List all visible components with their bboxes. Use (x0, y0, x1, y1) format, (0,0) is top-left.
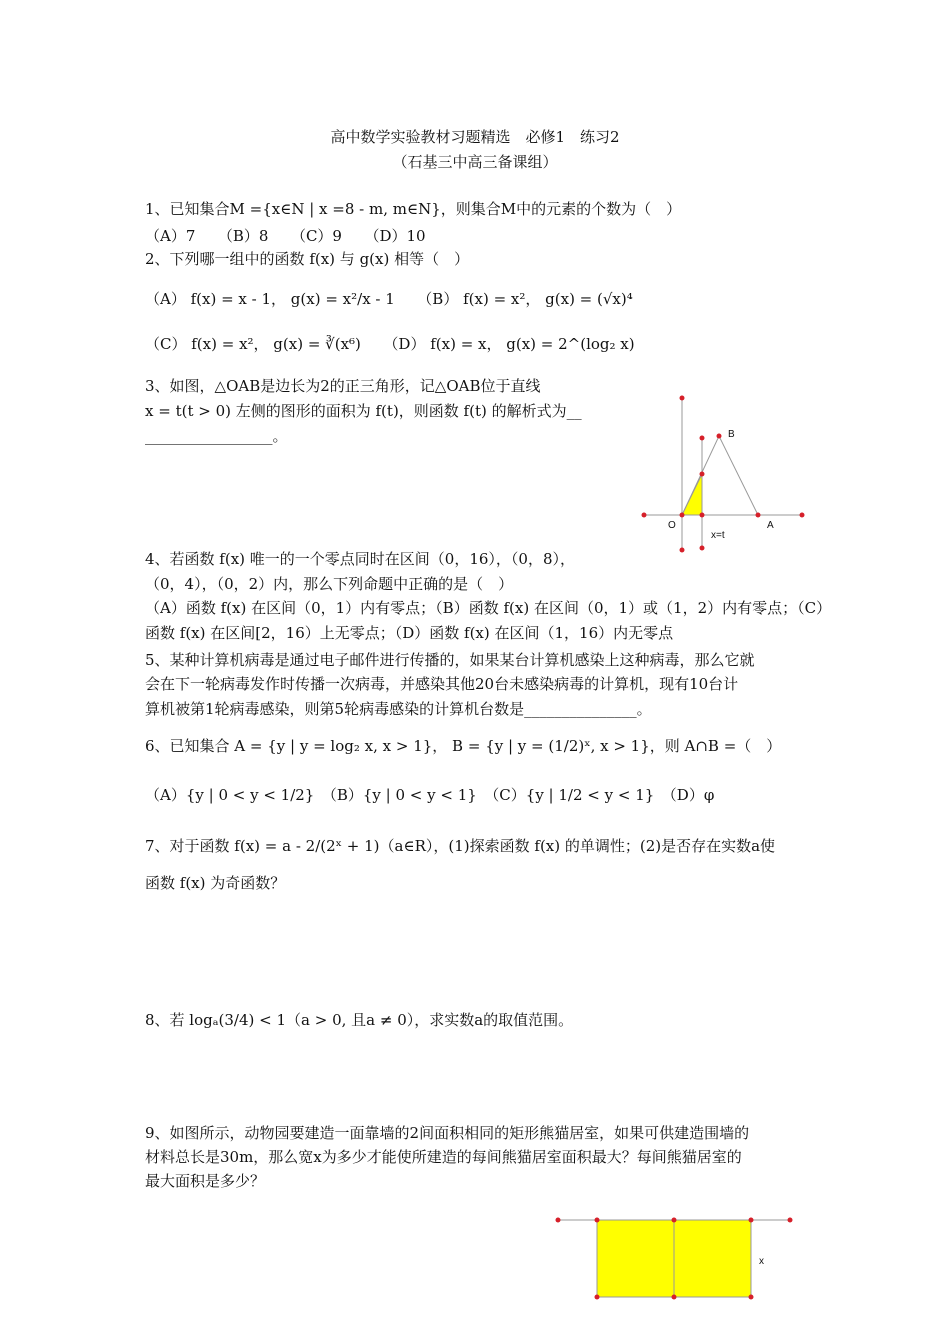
triangle-figure (638, 390, 808, 560)
q9-line-2: 材料总长是30m，那么宽x为多少才能使所建造的每间熊猫居室面积最大？每间熊猫居室的 (145, 1148, 742, 1166)
room-left (597, 1220, 674, 1297)
point (680, 548, 685, 553)
triangle-points (642, 396, 805, 553)
q2-options-cd: （C） f(x) = x²， g(x) = ∛(x⁶) （D） f(x) = x， g(x) = 2^(log₂ x) (145, 335, 635, 353)
point (700, 436, 705, 441)
q5-line-3: 算机被第1轮病毒感染，则第5轮病毒感染的计算机台数是_______________。 (145, 700, 652, 718)
point (672, 1295, 677, 1300)
q9-line-1: 9、如图所示，动物园要建造一面靠墙的2间面积相同的矩形熊猫居室，如果可供建造围墙的 (145, 1124, 750, 1142)
point (595, 1218, 600, 1223)
q8-stem: 8、若 logₐ(3/4) < 1（a > 0, 且a ≠ 0），求实数a的取值范围。 (145, 1011, 574, 1029)
point (749, 1295, 754, 1300)
q5-line-1: 5、某种计算机病毒是通过电子邮件进行传播的，如果某台计算机感染上这种病毒，那么它就 (145, 651, 755, 669)
point (642, 513, 647, 518)
q4-line-1: 4、若函数 f(x) 唯一的一个零点同时在区间（0，16），（0，8）， (145, 550, 576, 568)
point (788, 1218, 793, 1223)
point (680, 396, 685, 401)
point (672, 1218, 677, 1223)
q7-line-1: 7、对于函数 f(x) = a - 2/(2ˣ + 1)（a∈R），(1)探索函数 f(x) 的单调性；(2)是否存在实数a使 (145, 837, 776, 855)
q2-stem: 2、下列哪一组中的函数 f(x) 与 g(x) 相等（ ） (145, 250, 470, 268)
q1-stem: 1、已知集合M ={x∈N | x =8 - m, m∈N}，则集合M中的元素的个数为（ ） (145, 200, 682, 218)
point (556, 1218, 561, 1223)
q3-line-2: x = t(t > 0) 左侧的图形的面积为 f(t)，则函数 f(t) 的解析式为__ (145, 402, 582, 420)
label-width-x: x (759, 1256, 764, 1267)
label-x-equals-t: x=t (711, 530, 725, 541)
point-o (680, 513, 685, 518)
q9-line-3: 最大面积是多少？ (145, 1172, 266, 1190)
label-a: A (767, 520, 774, 531)
label-o: O (668, 520, 676, 531)
q7-line-2: 函数 f(x) 为奇函数？ (145, 874, 286, 892)
page-subtitle: （石基三中高三备课组） (392, 153, 558, 171)
q4-line-4: 函数 f(x) 在区间[2，16）上无零点；（D）函数 f(x) 在区间（1，16）内无零点 (145, 624, 674, 642)
q4-line-2: （0，4），（0，2）内，那么下列命题中正确的是（ ） (145, 575, 514, 593)
point (700, 546, 705, 551)
point-b (717, 434, 722, 439)
q3-line-3: _________________。 (145, 427, 288, 445)
point (700, 472, 705, 477)
q2-options-ab: （A） f(x) = x - 1， g(x) = x²/x - 1 （B） f(x) = x²， g(x) = (√x)⁴ (145, 290, 633, 308)
q1-options: （A）7 （B）8 （C）9 （D）10 (145, 227, 426, 245)
point (700, 513, 705, 518)
q6-stem: 6、已知集合 A = {y | y = log₂ x, x > 1}， B = {y | y = (1/2)ˣ, x > 1}，则 A∩B =（ ） (145, 737, 782, 755)
point (800, 513, 805, 518)
q4-line-3: （A）函数 f(x) 在区间（0，1）内有零点；（B）函数 f(x) 在区间（0，1）或（1，2）内有零点；（C） (145, 599, 832, 617)
q5-line-2: 会在下一轮病毒发作时传播一次病毒，并感染其他20台未感染病毒的计算机，现有10台计 (145, 675, 739, 693)
point-a (756, 513, 761, 518)
page-title: 高中数学实验教材习题精选 必修1 练习2 (330, 128, 620, 146)
q6-options: （A）{y | 0 < y < 1/2} （B）{y | 0 < y < 1} （C）{y | 1/2 < y < 1} （D）φ (145, 786, 715, 804)
panda-enclosure-figure (550, 1208, 810, 1318)
point (749, 1218, 754, 1223)
room-right (674, 1220, 751, 1297)
label-b: B (728, 429, 735, 440)
q3-line-1: 3、如图，△OAB是边长为2的正三角形，记△OAB位于直线 (145, 377, 541, 395)
point (595, 1295, 600, 1300)
